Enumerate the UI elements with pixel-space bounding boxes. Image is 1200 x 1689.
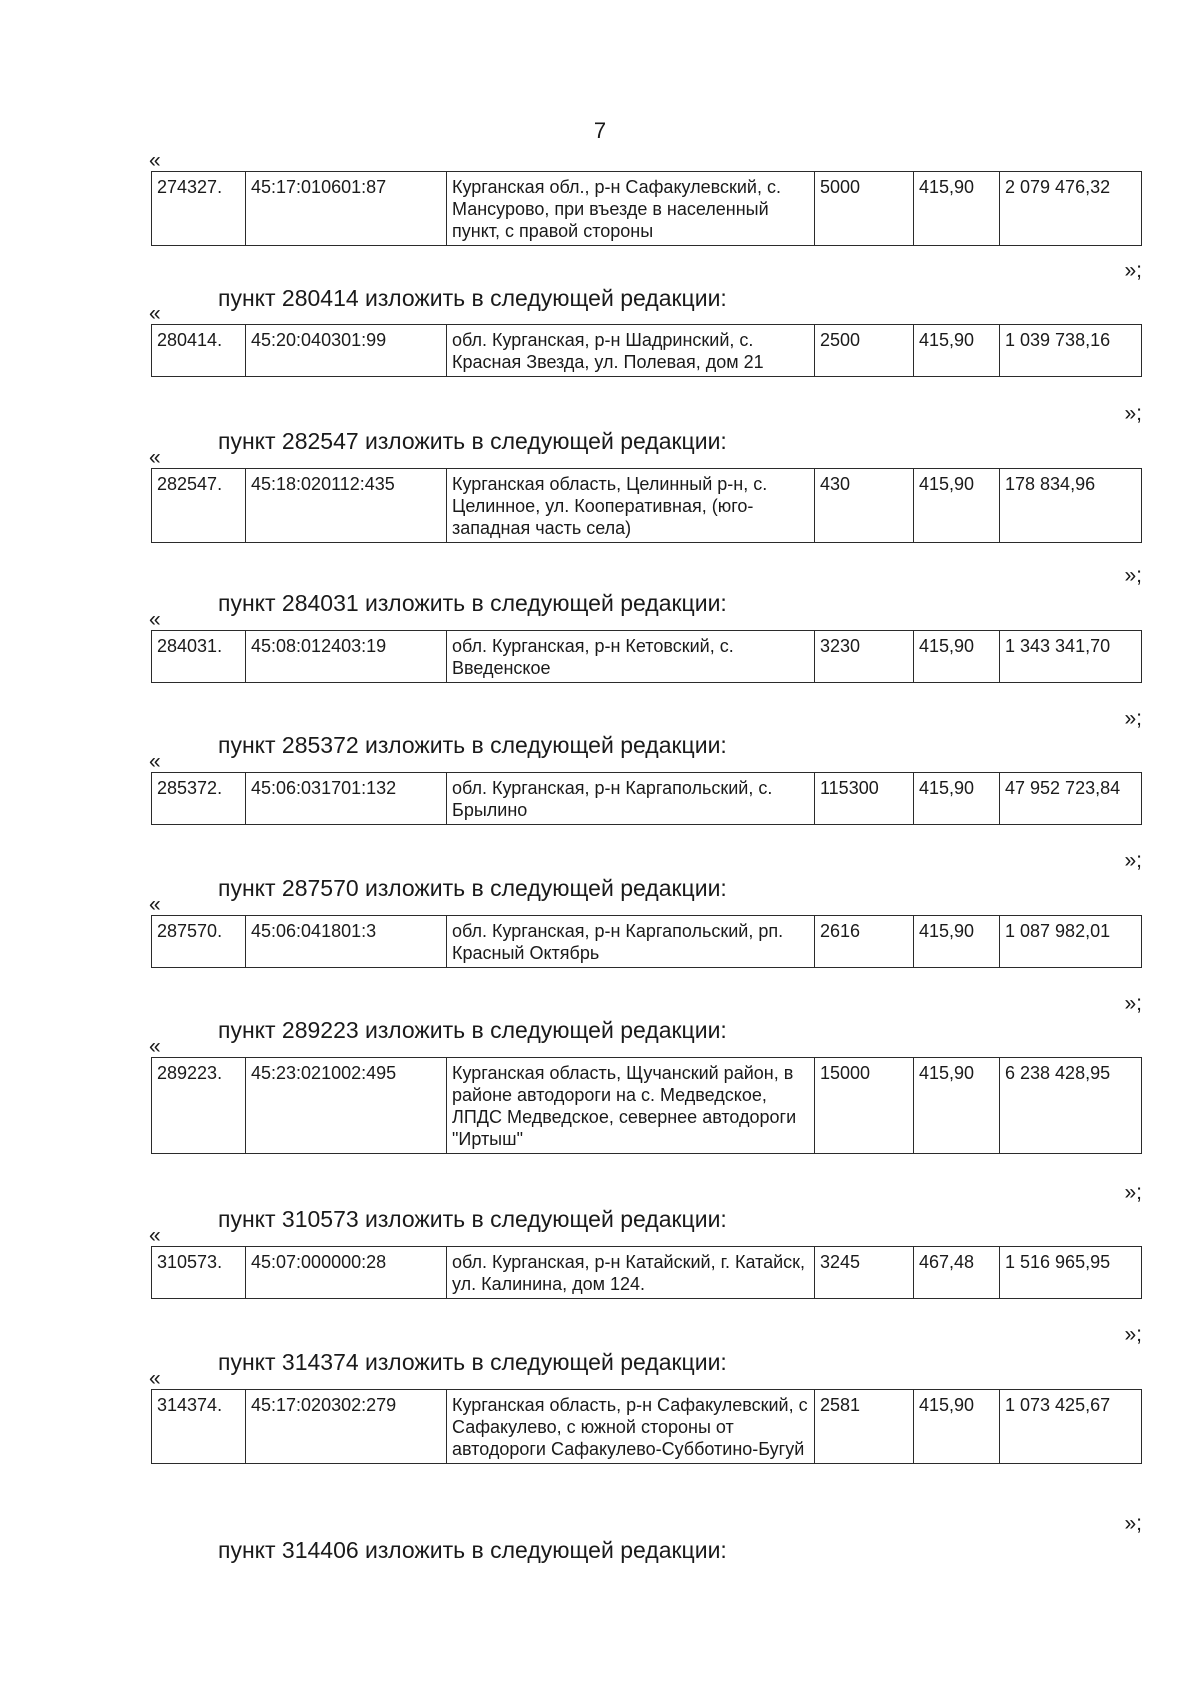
rate-cell: 415,90 (914, 172, 1000, 246)
closing-quote: »; (1124, 1181, 1142, 1204)
closing-quote: »; (1124, 1323, 1142, 1346)
value-cell: 47 952 723,84 (1000, 773, 1142, 825)
cadastral-number-cell: 45:08:012403:19 (246, 631, 447, 683)
item-number-cell: 285372. (152, 773, 246, 825)
closing-quote: »; (1124, 259, 1142, 282)
table-row (152, 1247, 1142, 1299)
parcel-table (151, 324, 1142, 377)
item-number-cell: 310573. (152, 1247, 246, 1299)
value-cell: 2 079 476,32 (1000, 172, 1142, 246)
area-cell: 430 (815, 469, 914, 543)
table-row (152, 916, 1142, 968)
cadastral-number-cell: 45:17:010601:87 (246, 172, 447, 246)
area-cell: 2581 (815, 1390, 914, 1464)
parcel-table (151, 772, 1142, 825)
amendment-intro: пункт 284031 изложить в следующей редакции: (218, 590, 727, 616)
area-cell: 3245 (815, 1247, 914, 1299)
parcel-table (151, 1246, 1142, 1299)
address-cell: обл. Курганская, р-н Шадринский, с. Красная Звезда, ул. Полевая, дом 21 (447, 325, 815, 377)
value-cell: 6 238 428,95 (1000, 1058, 1142, 1154)
area-cell: 115300 (815, 773, 914, 825)
rate-cell: 415,90 (914, 916, 1000, 968)
amendment-intro: пункт 310573 изложить в следующей редакции: (218, 1206, 727, 1232)
page-number: 7 (593, 118, 607, 143)
address-cell: обл. Курганская, р-н Катайский, г. Катайск, ул. Калинина, дом 124. (447, 1247, 815, 1299)
amendment-intro: пункт 287570 изложить в следующей редакции: (218, 875, 727, 901)
cadastral-number-cell: 45:20:040301:99 (246, 325, 447, 377)
cadastral-number-cell: 45:17:020302:279 (246, 1390, 447, 1464)
value-cell: 1 087 982,01 (1000, 916, 1142, 968)
amendment-intro: пункт 314374 изложить в следующей редакции: (218, 1349, 727, 1375)
amendment-intro: пункт 285372 изложить в следующей редакции: (218, 732, 727, 758)
address-cell: Курганская область, р-н Сафакулевский, с Сафакулево, с южной стороны от автодороги Сафакулево-Субботино-Бугуй (447, 1390, 815, 1464)
rate-cell: 415,90 (914, 773, 1000, 825)
item-number-cell: 314374. (152, 1390, 246, 1464)
value-cell: 1 073 425,67 (1000, 1390, 1142, 1464)
address-cell: Курганская обл., р-н Сафакулевский, с. Мансурово, при въезде в населенный пункт, с правой стороны (447, 172, 815, 246)
area-cell: 3230 (815, 631, 914, 683)
closing-quote: »; (1124, 992, 1142, 1015)
cadastral-number-cell: 45:18:020112:435 (246, 469, 447, 543)
item-number-cell: 280414. (152, 325, 246, 377)
closing-quote: »; (1124, 849, 1142, 872)
amendment-intro: пункт 289223 изложить в следующей редакции: (218, 1017, 727, 1043)
rate-cell: 415,90 (914, 1058, 1000, 1154)
opening-quote: « (149, 608, 161, 631)
opening-quote: « (149, 750, 161, 773)
area-cell: 5000 (815, 172, 914, 246)
opening-quote: « (149, 149, 161, 172)
parcel-table (151, 171, 1142, 246)
table-row (152, 172, 1142, 246)
rate-cell: 415,90 (914, 631, 1000, 683)
closing-quote: »; (1124, 402, 1142, 425)
rate-cell: 415,90 (914, 469, 1000, 543)
opening-quote: « (149, 1035, 161, 1058)
opening-quote: « (149, 1224, 161, 1247)
address-cell: Курганская область, Щучанский район, в районе автодороги на с. Медведское, ЛПДС Медведское, севернее автодороги "Иртыш" (447, 1058, 815, 1154)
rate-cell: 415,90 (914, 1390, 1000, 1464)
closing-quote: »; (1124, 564, 1142, 587)
opening-quote: « (149, 302, 161, 325)
amendment-intro: пункт 282547 изложить в следующей редакции: (218, 428, 727, 454)
cadastral-number-cell: 45:07:000000:28 (246, 1247, 447, 1299)
item-number-cell: 287570. (152, 916, 246, 968)
opening-quote: « (149, 893, 161, 916)
table-row (152, 1058, 1142, 1154)
opening-quote: « (149, 446, 161, 469)
table-row (152, 325, 1142, 377)
cadastral-number-cell: 45:06:041801:3 (246, 916, 447, 968)
item-number-cell: 274327. (152, 172, 246, 246)
value-cell: 178 834,96 (1000, 469, 1142, 543)
address-cell: Курганская область, Целинный р-н, с. Целинное, ул. Кооперативная, (юго-западная часть села) (447, 469, 815, 543)
item-number-cell: 284031. (152, 631, 246, 683)
value-cell: 1 039 738,16 (1000, 325, 1142, 377)
table-row (152, 469, 1142, 543)
value-cell: 1 343 341,70 (1000, 631, 1142, 683)
area-cell: 15000 (815, 1058, 914, 1154)
cadastral-number-cell: 45:06:031701:132 (246, 773, 447, 825)
parcel-table (151, 915, 1142, 968)
cadastral-number-cell: 45:23:021002:495 (246, 1058, 447, 1154)
opening-quote: « (149, 1367, 161, 1390)
address-cell: обл. Курганская, р-н Каргапольский, с. Брылино (447, 773, 815, 825)
value-cell: 1 516 965,95 (1000, 1247, 1142, 1299)
rate-cell: 467,48 (914, 1247, 1000, 1299)
parcel-table (151, 468, 1142, 543)
closing-quote: »; (1124, 1512, 1142, 1535)
parcel-table (151, 630, 1142, 683)
parcel-table (151, 1389, 1142, 1464)
parcel-table (151, 1057, 1142, 1154)
area-cell: 2616 (815, 916, 914, 968)
table-row (152, 1390, 1142, 1464)
closing-quote: »; (1124, 707, 1142, 730)
amendment-intro: пункт 314406 изложить в следующей редакции: (218, 1537, 727, 1563)
table-row (152, 773, 1142, 825)
item-number-cell: 282547. (152, 469, 246, 543)
area-cell: 2500 (815, 325, 914, 377)
address-cell: обл. Курганская, р-н Кетовский, с. Введенское (447, 631, 815, 683)
amendment-intro: пункт 280414 изложить в следующей редакции: (218, 285, 727, 311)
address-cell: обл. Курганская, р-н Каргапольский, рп. Красный Октябрь (447, 916, 815, 968)
table-row (152, 631, 1142, 683)
rate-cell: 415,90 (914, 325, 1000, 377)
item-number-cell: 289223. (152, 1058, 246, 1154)
